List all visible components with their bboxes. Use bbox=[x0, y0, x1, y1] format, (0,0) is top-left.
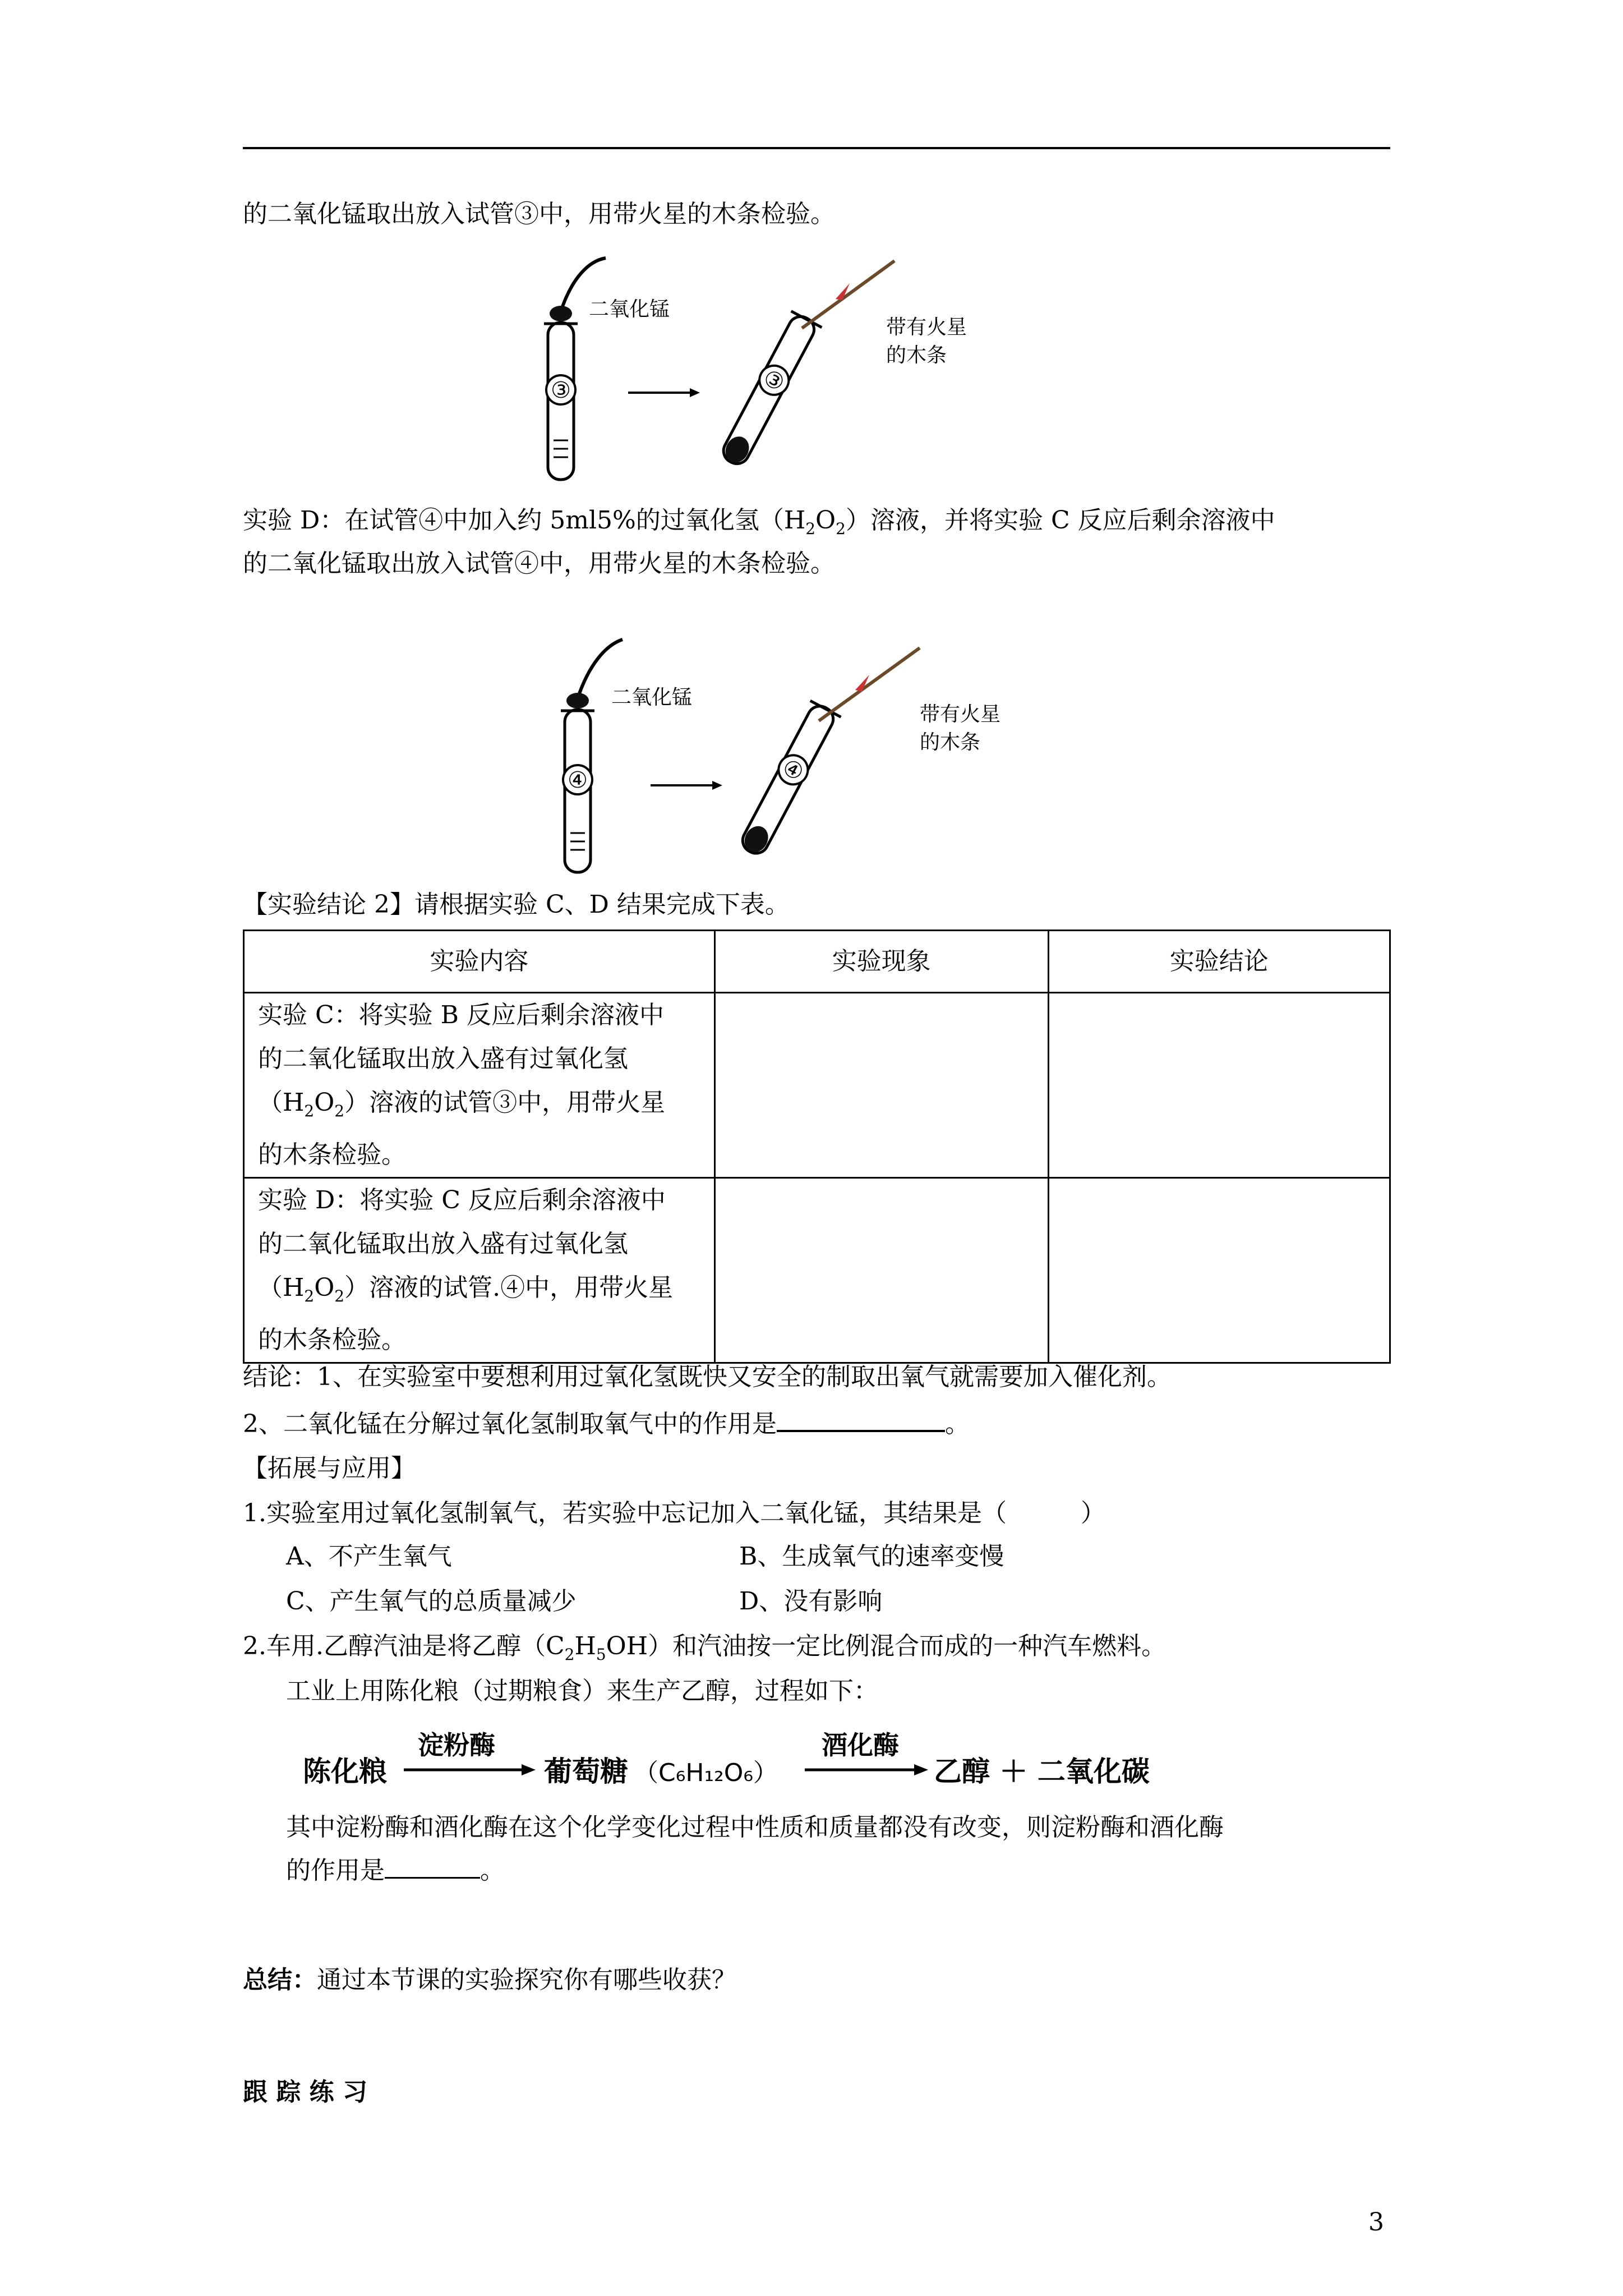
figure-tube-3-mno2-label: 二氧化锰 bbox=[589, 298, 670, 321]
figure-tube-4-mno2-label: 二氧化锰 bbox=[611, 686, 693, 709]
process-glucose-formula: （C₆H₁₂O₆） bbox=[634, 1759, 778, 1787]
question-1-option-a[interactable]: A、不产生氧气 bbox=[286, 1542, 452, 1571]
process-diagram bbox=[297, 1725, 1217, 1798]
table-row-experiment-c bbox=[244, 993, 1390, 1178]
figure-tube-3-splint-label-1: 带有火星 bbox=[886, 316, 967, 339]
table-row-experiment-d bbox=[244, 1177, 1390, 1363]
figure-tube-3 bbox=[522, 255, 1026, 491]
table-cell-experiment-d: 实验 D：将实验 C 反应后剩余溶液中 的二氧化锰取出放入盛有过氧化氢 $(H_2O_2)$溶液的试管.④中，用带火星 的木条检验。 bbox=[244, 1177, 715, 1363]
table-cell-phenomenon-c[interactable] bbox=[714, 993, 1048, 1178]
question-2-line-2: 工业上用陈化粮（过期粮食）来生产乙醇，过程如下： bbox=[286, 1677, 878, 1705]
table-cell-conclusion-c[interactable] bbox=[1048, 993, 1390, 1178]
table-cell-phenomenon-d[interactable] bbox=[714, 1177, 1048, 1363]
question-2-blank[interactable] bbox=[385, 1855, 480, 1879]
header-rule bbox=[243, 147, 1390, 149]
table-cell-experiment-c: 实验 C：将实验 B 反应后剩余溶液中 的二氧化锰取出放入盛有过氧化氢 $(H_2O_2)$溶液的试管③中，用带火星 的木条检验。 bbox=[244, 993, 715, 1178]
figure-tube-4-label: ④ bbox=[568, 767, 588, 793]
figure-tube-4-splint-label-1: 带有火星 bbox=[920, 703, 1001, 726]
table-header-row bbox=[244, 931, 1390, 993]
question-2-line-3: 其中淀粉酶和酒化酶在这个化学变化过程中性质和质量都没有改变，则淀粉酶和酒化酶 bbox=[286, 1813, 1224, 1842]
figure-tube-4 bbox=[533, 637, 1038, 884]
conclusion-2-title: 【实验结论 2】请根据实验 C、D 结果完成下表。 bbox=[243, 890, 790, 919]
page-number: 3 bbox=[1368, 2208, 1384, 2237]
experiment-d-line-1: 实验 D：在试管④中加入约 5ml5%的过氧化氢$(H_2O_2)$溶液，并将实验 C 反应后剩余溶液中 bbox=[243, 506, 1275, 538]
figure-tube-4b-label: ④ bbox=[778, 754, 808, 786]
intro-line: 的二氧化锰取出放入试管③中，用带火星的木条检验。 bbox=[243, 200, 835, 228]
table-header-phenomenon: 实验现象 bbox=[714, 931, 1048, 993]
question-1: 1.实验室用过氧化氢制氧气，若实验中忘记加入二氧化锰，其结果是（ ） bbox=[243, 1499, 1105, 1527]
extension-title: 【拓展与应用】 bbox=[243, 1454, 416, 1483]
table-header-content: 实验内容 bbox=[244, 931, 715, 993]
question-1-option-d[interactable]: D、没有影响 bbox=[739, 1587, 883, 1616]
process-end: 乙醇 ＋ 二氧化碳 bbox=[934, 1755, 1150, 1788]
table-cell-conclusion-d[interactable] bbox=[1048, 1177, 1390, 1363]
conclusion-2: 2、二氧化锰在分解过氧化氢制取氧气中的作用是 。 bbox=[243, 1405, 970, 1441]
question-1-option-b[interactable]: B、生成氧气的速率变慢 bbox=[739, 1542, 1004, 1571]
process-start: 陈化粮 bbox=[303, 1755, 387, 1788]
conclusion-2-blank[interactable] bbox=[777, 1405, 945, 1432]
process-enzyme-1: 淀粉酶 bbox=[418, 1730, 495, 1760]
figure-tube-4-splint-label-2: 的木条 bbox=[920, 731, 981, 754]
question-2-line-1: 2.车用.乙醇汽油是将乙醇$(C_2H_5OH)$和汽油按一定比例混合而成的一种汽车燃料。 bbox=[243, 1632, 1166, 1664]
figure-tube-3b-label: ③ bbox=[759, 364, 789, 397]
summary: 总结：通过本节课的实验探究你有哪些收获？ bbox=[243, 1966, 736, 1994]
figure-tube-3-splint-label-2: 的木条 bbox=[886, 344, 947, 367]
figure-tube-4-drawing bbox=[533, 637, 1038, 884]
experiment-d-line-2: 的二氧化锰取出放入试管④中，用带火星的木条检验。 bbox=[243, 549, 835, 578]
table-header-conclusion: 实验结论 bbox=[1048, 931, 1390, 993]
figure-tube-3-label: ③ bbox=[551, 378, 571, 403]
question-2-line-4: 的作用是 。 bbox=[286, 1854, 505, 1888]
followup-heading: 跟 踪 练 习 bbox=[243, 2078, 367, 2106]
figure-tube-3-drawing bbox=[522, 255, 1026, 491]
process-enzyme-2: 酒化酶 bbox=[822, 1730, 899, 1760]
process-glucose: 葡萄糖 bbox=[544, 1755, 628, 1788]
question-1-option-c[interactable]: C、产生氧气的总质量减少 bbox=[286, 1587, 577, 1616]
conclusion-1: 结论：1、在实验室中要想利用过氧化氢既快又安全的制取出氧气就需要加入催化剂。 bbox=[243, 1363, 1172, 1391]
experiment-table bbox=[243, 930, 1391, 1364]
